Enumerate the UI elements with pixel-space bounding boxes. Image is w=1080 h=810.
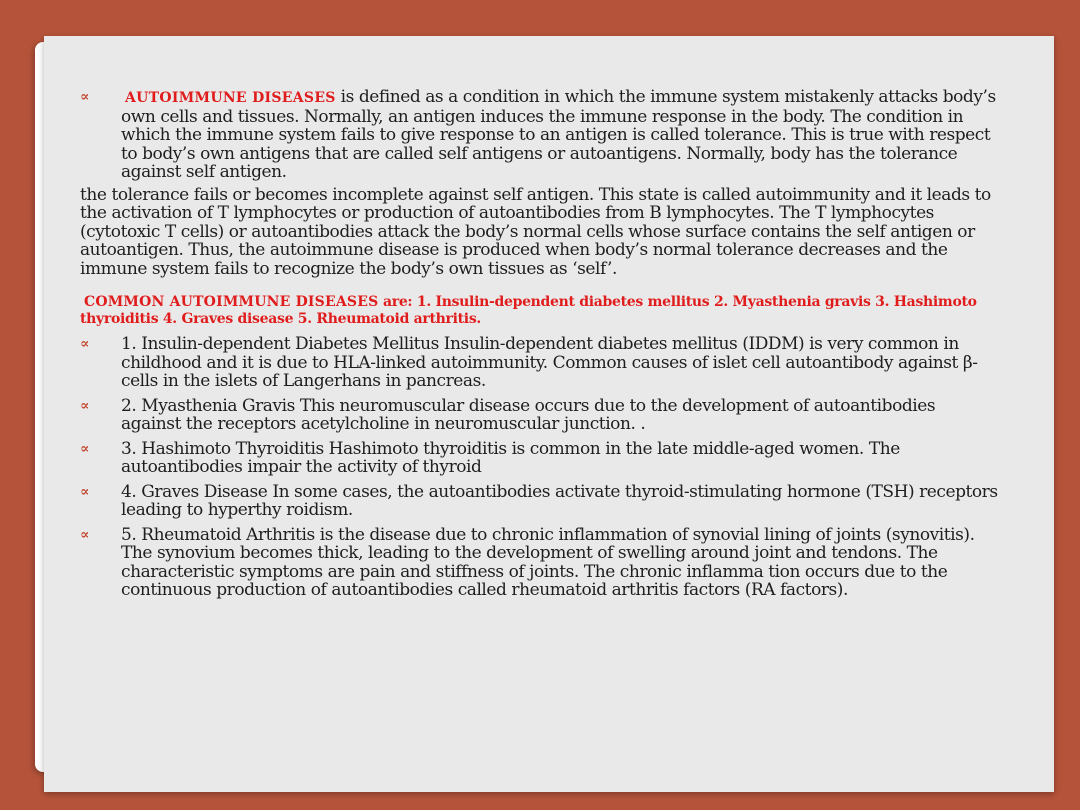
bullet-icon: ∝	[80, 397, 88, 414]
disease-list	[80, 335, 1000, 600]
list-item	[80, 440, 1000, 477]
list-item-text: 3. Hashimoto Thyroiditis Hashimoto thyroiditis is common in the late middle-aged women. The autoantibodies impair the activity of thyroid	[121, 438, 900, 477]
bullet-icon: ∝	[80, 483, 88, 500]
list-item	[80, 483, 1000, 520]
common-diseases-heading	[80, 294, 1000, 328]
list-item	[80, 397, 1000, 434]
common-heading: COMMON AUTOIMMUNE DISEASES	[84, 294, 379, 310]
list-item	[80, 335, 1000, 391]
slide	[44, 36, 1054, 792]
bullet-icon: ∝	[80, 89, 88, 105]
bullet-icon: ∝	[80, 336, 88, 352]
list-item-text: 2. Myasthenia Gravis This neuromuscular disease occurs due to the development of autoantibodies against the receptors acetylcholine in neuromuscular junction. .	[121, 395, 936, 434]
bullet-icon: ∝	[80, 440, 88, 457]
list-item-text: 5. Rheumatoid Arthritis is the disease due to chronic inflammation of synovial lining of joints (synovitis). The synovium becomes thick, leading to the development of swelling around joint and tendons. The characteristic symptoms are pain and stiffness of joints. The chronic inflamma tion occurs due to the continuous production of autoantibodies called rheumatoid arthritis factors (RA factors).	[121, 524, 975, 600]
common-text: are: 1. Insulin-dependent diabetes mellitus 2. Myasthenia gravis 3. Hashimoto thyroiditis 4. Graves disease 5. Rheumatoid arthritis.	[80, 294, 977, 327]
intro-heading: AUTOIMMUNE DISEASES	[125, 90, 336, 106]
list-item	[80, 526, 1000, 600]
slide-content	[80, 88, 1000, 606]
body-paragraph: the tolerance fails or becomes incomplete against self antigen. This state is called autoimmunity and it leads to the activation of T lymphocytes or production of autoantibodies from B lymphocytes. The T lymphocytes (cytotoxic T cells) or autoantibodies attack the body’s normal cells whose surface contains the self antigen or autoantigen. Thus, the autoimmune disease is produced when body’s normal tolerance decreases and the immune system fails to recognize the body’s own tissues as ‘self’.	[80, 184, 991, 279]
intro-bullet	[80, 88, 1000, 182]
list-item-text: 1. Insulin-dependent Diabetes Mellitus Insulin-dependent diabetes mellitus (IDDM) is very common in childhood and it is due to HLA-linked autoimmunity. Common causes of islet cell autoantibody against β-cells in the islets of Langerhans in pancreas.	[121, 334, 978, 391]
intro-text: is defined as a condition in which the immune system mistakenly attacks body’s own cells and tissues. Normally, an antigen induces the immune response in the body. The condition in which the immune system fails to give response to an antigen is called tolerance. This is true with respect to body’s own antigens that are called self antigens or autoantigens. Normally, body has the tolerance against self antigen.	[121, 87, 996, 182]
list-item-text: 4. Graves Disease In some cases, the autoantibodies activate thyroid-stimulating hormone (TSH) receptors leading to hyperthy roidism.	[121, 481, 998, 520]
bullet-icon: ∝	[80, 526, 88, 543]
